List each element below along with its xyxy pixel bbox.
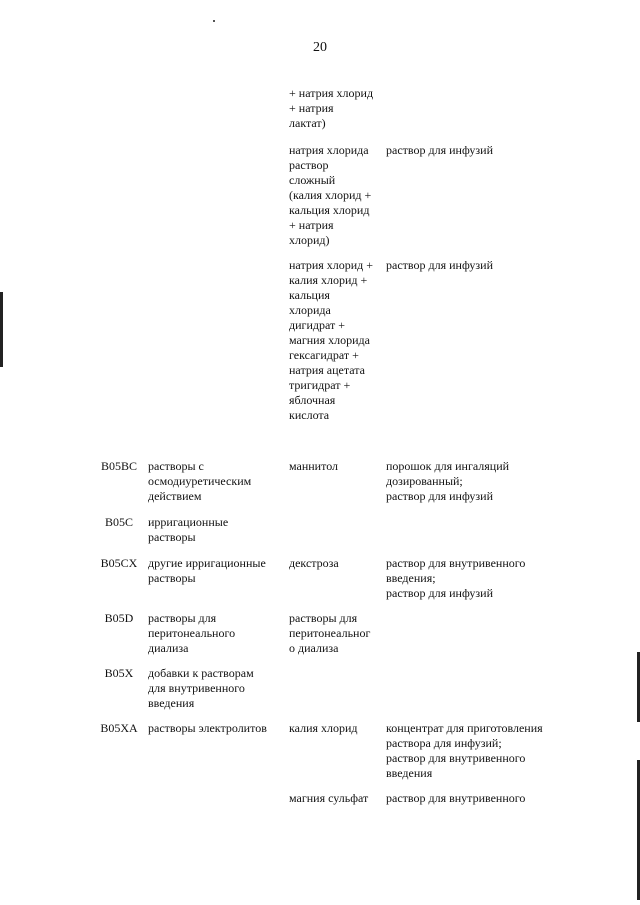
atc-code: B05D — [104, 611, 134, 625]
drug-name: калия хлорид — [289, 721, 358, 735]
drug-name: магния сульфат — [289, 791, 369, 805]
drug-name: + натрия хлорид + натрия лактат) — [289, 86, 374, 130]
atc-code: B05BC — [100, 459, 137, 473]
atc-code: B05CX — [100, 556, 138, 570]
group-name: растворы с осмодиуретическим действием — [148, 459, 252, 503]
scan-edge-mark-left — [0, 292, 3, 367]
page-number: 20 — [313, 40, 327, 55]
atc-code: B05XA — [100, 721, 138, 735]
drug-name: декстроза — [289, 556, 339, 570]
group-name: растворы для перитонеального диализа — [148, 611, 236, 655]
group-name: растворы электролитов — [148, 721, 267, 735]
drug-name: растворы для перитонеальног о диализа — [289, 611, 371, 655]
dosage-form: раствор для внутривенного — [386, 791, 526, 805]
scan-dot — [213, 20, 215, 22]
dosage-form: порошок для ингаляций дозированный; раствор для инфузий — [386, 459, 510, 503]
atc-code: B05X — [104, 666, 134, 680]
group-name: добавки к растворам для внутривенного введения — [148, 666, 254, 710]
group-name: другие ирригационные растворы — [148, 556, 266, 585]
drug-name: маннитол — [289, 459, 339, 473]
dosage-form: раствор для инфузий — [386, 143, 493, 157]
dosage-form: раствор для инфузий — [386, 258, 493, 272]
dosage-form: концентрат для приготовления раствора для инфузий; раствор для внутривенного введения — [386, 721, 543, 780]
drug-name: натрия хлорид + калия хлорид + кальция хлорида дигидрат + магния хлорида гексагидрат + натрия ацетата тригидрат + яблочная кислота — [289, 258, 374, 422]
drug-name: натрия хлорида раствор сложный (калия хлорид + кальция хлорид + натрия хлорид) — [289, 143, 372, 247]
group-name: ирригационные растворы — [148, 515, 229, 544]
atc-code: B05C — [104, 515, 133, 529]
dosage-form: раствор для внутривенного введения; раствор для инфузий — [386, 556, 526, 600]
